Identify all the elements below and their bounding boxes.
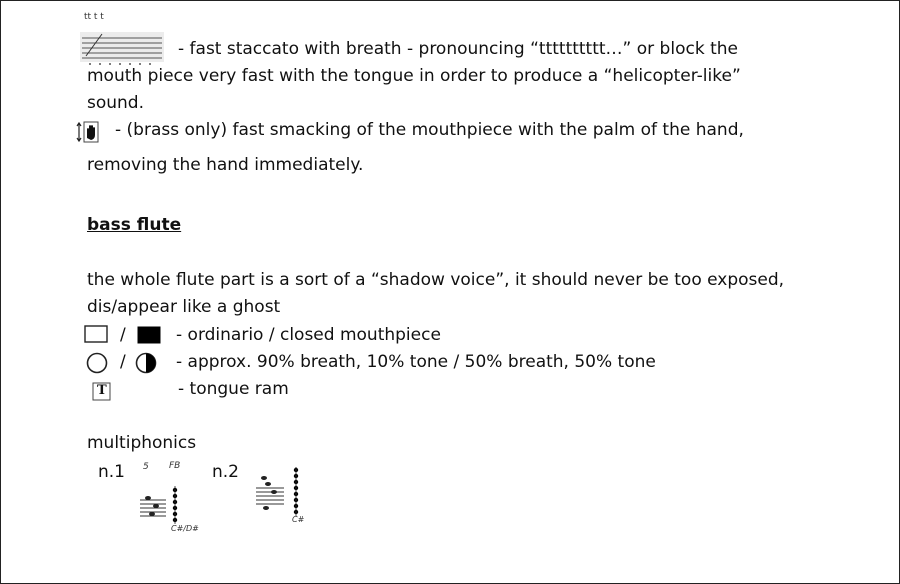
tongue-ram-icon (92, 382, 112, 402)
open-square-icon (84, 325, 108, 343)
bass-flute-intro-line-1: the whole flute part is a sort of a “shadow voice”, it should never be too exposed, (87, 270, 785, 290)
bass-flute-intro-line-2: dis/appear like a ghost (87, 297, 281, 317)
smack-line-1: - (brass only) fast smacking of the mouthpiece with the palm of the hand, (115, 120, 744, 140)
staccato-notation-icon (80, 12, 166, 68)
filled-square-icon (137, 326, 161, 344)
staccato-line-1: - fast staccato with breath - pronouncing “tttttttttt…” or block the (178, 39, 738, 59)
multiphonic-n2-fingering-label: C# (292, 515, 305, 524)
multiphonic-n2-fingering-icon (254, 466, 314, 528)
legend-slash-1: / (120, 325, 126, 345)
multiphonics-label: multiphonics (87, 433, 197, 453)
tongue-ram-glyph: T (97, 383, 107, 398)
staccato-marking: tt t t (84, 12, 104, 22)
multiphonic-n1-mark-5: 5 (143, 462, 149, 472)
multiphonic-n1-fingering-icon (138, 484, 198, 536)
multiphonic-n1-mark-fb: FB (169, 461, 181, 471)
half-circle-icon (135, 352, 157, 374)
smack-line-2: removing the hand immediately. (87, 155, 364, 175)
staccato-line-3: sound. (87, 93, 145, 113)
multiphonic-n1-fingering-label: C#/D# (171, 524, 199, 533)
open-circle-icon (86, 352, 108, 374)
multiphonic-n1-label: n.1 (98, 462, 125, 482)
multiphonic-n2-label: n.2 (212, 462, 239, 482)
hand-smack-icon (76, 120, 100, 144)
legend-text-breath: - approx. 90% breath, 10% tone / 50% breath, 50% tone (176, 352, 656, 372)
bass-flute-heading: bass flute (87, 215, 182, 235)
staccato-line-2: mouth piece very fast with the tongue in order to produce a “helicopter-like” (87, 66, 741, 86)
legend-text-ordinario: - ordinario / closed mouthpiece (176, 325, 441, 345)
legend-text-tongue-ram: - tongue ram (178, 379, 289, 399)
legend-slash-2: / (120, 352, 126, 372)
